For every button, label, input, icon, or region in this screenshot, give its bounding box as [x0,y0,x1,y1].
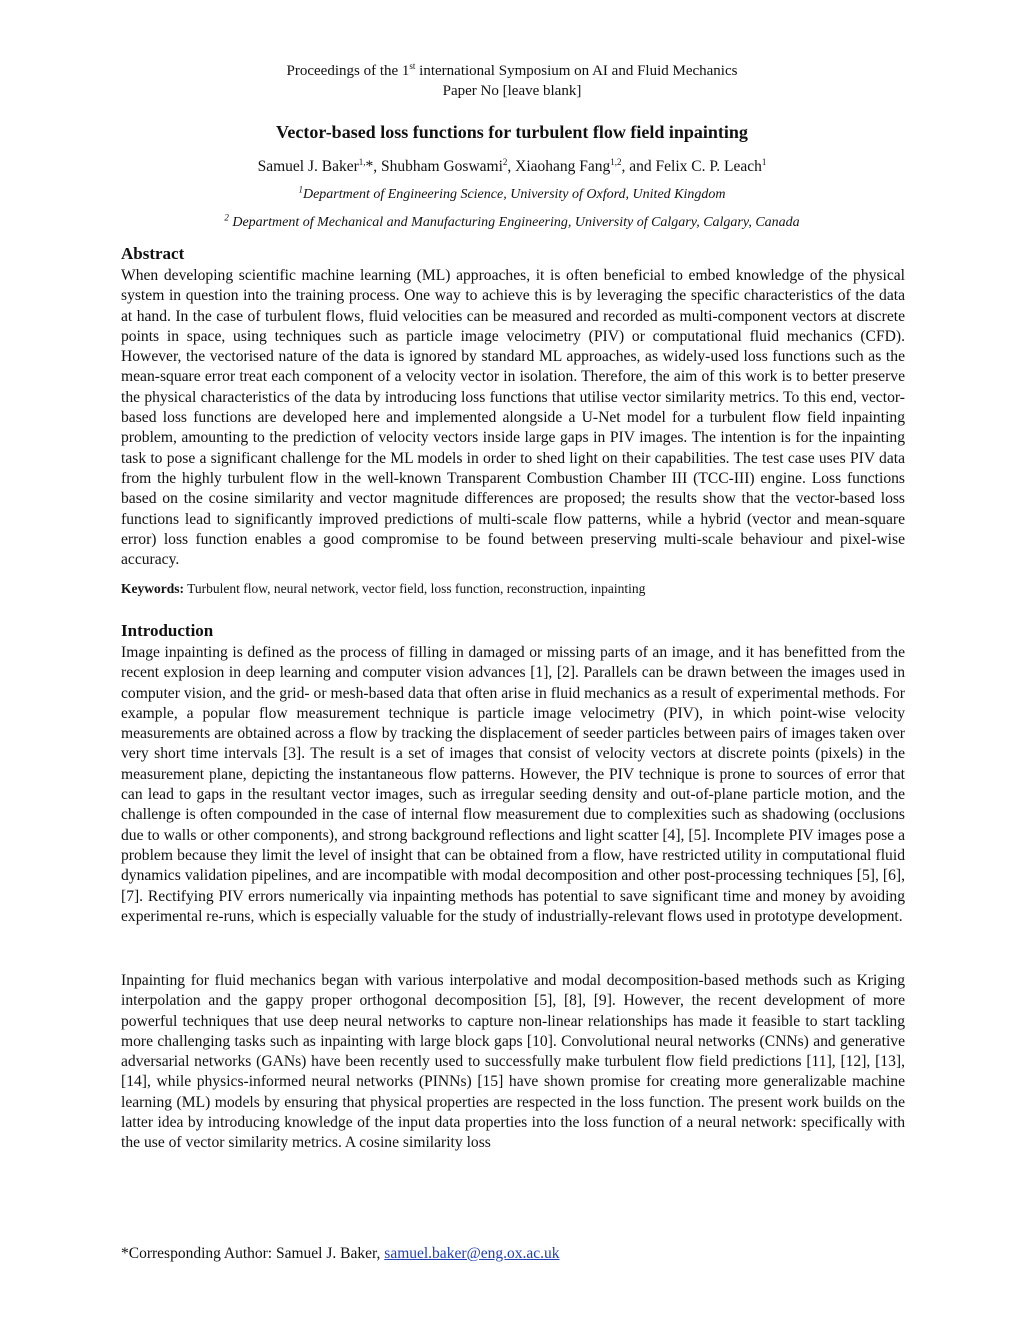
introduction-paragraph-1: Image inpainting is defined as the process of filling in damaged or missing parts of an image, and it has benefitted from the recent explosion in deep learning and computer vision advances [1], [2]. Parallels can be drawn between the images used in computer vision, and the grid- or mesh-based data that often arise in fluid mechanics as a result of experimental methods. For example, a popular flow measurement technique is particle image velocimetry (PIV), in which point-wise velocity measurements are obtained across a flow by tracking the displacement of seeder particles between pairs of images taken over very short time intervals [3]. The result is a set of images that consist of velocity vectors at discrete points (pixels) in the measurement plane, depicting the instantaneous flow patterns. However, the PIV technique is prone to sources of error that can lead to gaps in the resultant vector images, such as irregular seeding density and out-of-plane particle motion, and the challenge is often compounded in the case of internal flow measurement due to complexities such as shadowing (occlusions due to walls or other components), and strong background reflections and light scatter [4], [5]. Incomplete PIV images pose a problem because they limit the level of insight that can be obtained from a flow, have restricted utility in computational fluid dynamics validation pipelines, and are incompatible with modal decomposition and other post-processing techniques [5], [6], [7]. Rectifying PIV errors numerically via inpainting methods has potential to save significant time and money by avoiding experimental re-runs, which is especially valuable for the study of industrially-relevant flows used in prototype development. [121,644,905,925]
author-list [0,158,1024,176]
author-affil-sup: 1, [358,156,366,167]
author-affil-sup: 1,2 [610,156,622,167]
affiliation-2 [0,212,1024,231]
abstract-text: When developing scientific machine learning (ML) approaches, it is often beneficial to embed knowledge of the physical system in question into the training process. One way to achieve this is by leveraging the specific characteristics of the data at hand. In the case of turbulent flows, fluid velocities can be measured and recorded as multi-component vectors at discrete points in space, using techniques such as particle image velocimetry (PIV) or computational fluid mechanics (CFD). However, the vectorised nature of the data is ignored by standard ML approaches, as widely-used loss functions such as the mean-square error treat each component of a velocity vector in isolation. Therefore, the aim of this work is to better preserve the physical characteristics of the data by introducing loss functions that utilise vector similarity metrics. To this end, vector-based loss functions are developed here and implemented alongside a U-Net model for a turbulent flow field inpainting problem, amounting to the prediction of velocity vectors inside large gaps in PIV images. The intention is for the inpainting task to pose a significant challenge for the ML models in order to shed light on their capabilities. The test case uses PIV data from the highly turbulent flow in the well-known Transparent Combustion Chamber III (TCC-III) engine. Loss functions based on the cosine similarity and vector magnitude differences are proposed; the results show that the vector-based loss functions lead to significantly improved predictions of multi-scale flow patterns, while a hybrid (vector and mean-square error) loss function enables a good compromise to be found between preserving multi-scale behaviour and pixel-wise accuracy. [121,267,905,569]
proceedings-header [0,61,1024,81]
corresponding-author [121,1245,560,1263]
author-name: Samuel J. Baker [257,158,359,175]
introduction-heading: Introduction [121,621,214,640]
keywords-text: Turbulent flow, neural network, vector field, loss function, reconstruction, inpainting [184,581,646,596]
affiliation-text: Department of Engineering Science, University of Oxford, United Kingdom [302,187,726,202]
paper-number: Paper No [leave blank] [442,83,582,99]
author-name: , and Felix C. P. Leach [621,158,762,175]
author-affil-sup: 1 [761,156,767,167]
keywords [121,581,905,597]
header-superscript: st [409,61,416,71]
author-name: , Xiaohang Fang [507,158,611,175]
author-email-link[interactable]: samuel.baker@eng.ox.ac.uk [384,1245,560,1262]
paper-title: Vector-based loss functions for turbulent flow field inpainting [276,122,748,142]
author-star: *, [365,158,382,175]
affiliation-1 [0,184,1024,203]
corresponding-author-label: *Corresponding Author: Samuel J. Baker, [121,1245,385,1262]
author-name: Shubham Goswami [381,158,503,175]
abstract-heading: Abstract [121,244,185,263]
introduction-paragraph-2: Inpainting for fluid mechanics began with various interpolative and modal decomposition-based methods such as Kriging interpolation and the gappy proper orthogonal decomposition [5], [8], [9]. However, the recent development of more powerful techniques that use deep neural networks to capture non-linear relationships has made it feasible to start tackling more challenging tasks such as inpainting with large block gaps [10]. Convolutional neural networks (CNNs) and generative adversarial networks (GANs) have been recently used to successfully make turbulent flow field predictions [11], [12], [13], [14], while physics-informed neural networks (PINNs) [15] have shown promise for creating more generalizable machine learning (ML) models by ensuring that physical properties are respected in the loss function. The present work builds on the latter idea by introducing knowledge of the input data properties into the loss function of a neural network: specifically with the use of vector similarity metrics. A cosine similarity loss [121,972,905,1152]
author-affil-sup: 2 [502,156,508,167]
header-text-rest: international Symposium on AI and Fluid Mechanics [415,63,738,79]
header-text: Proceedings of the 1 [286,63,410,79]
keywords-label: Keywords: [121,581,184,596]
affiliation-text: Department of Mechanical and Manufacturing Engineering, University of Calgary, Calgary, Canada [228,215,800,230]
affiliation-number: 1 [298,184,303,195]
affiliation-number: 2 [224,212,229,223]
